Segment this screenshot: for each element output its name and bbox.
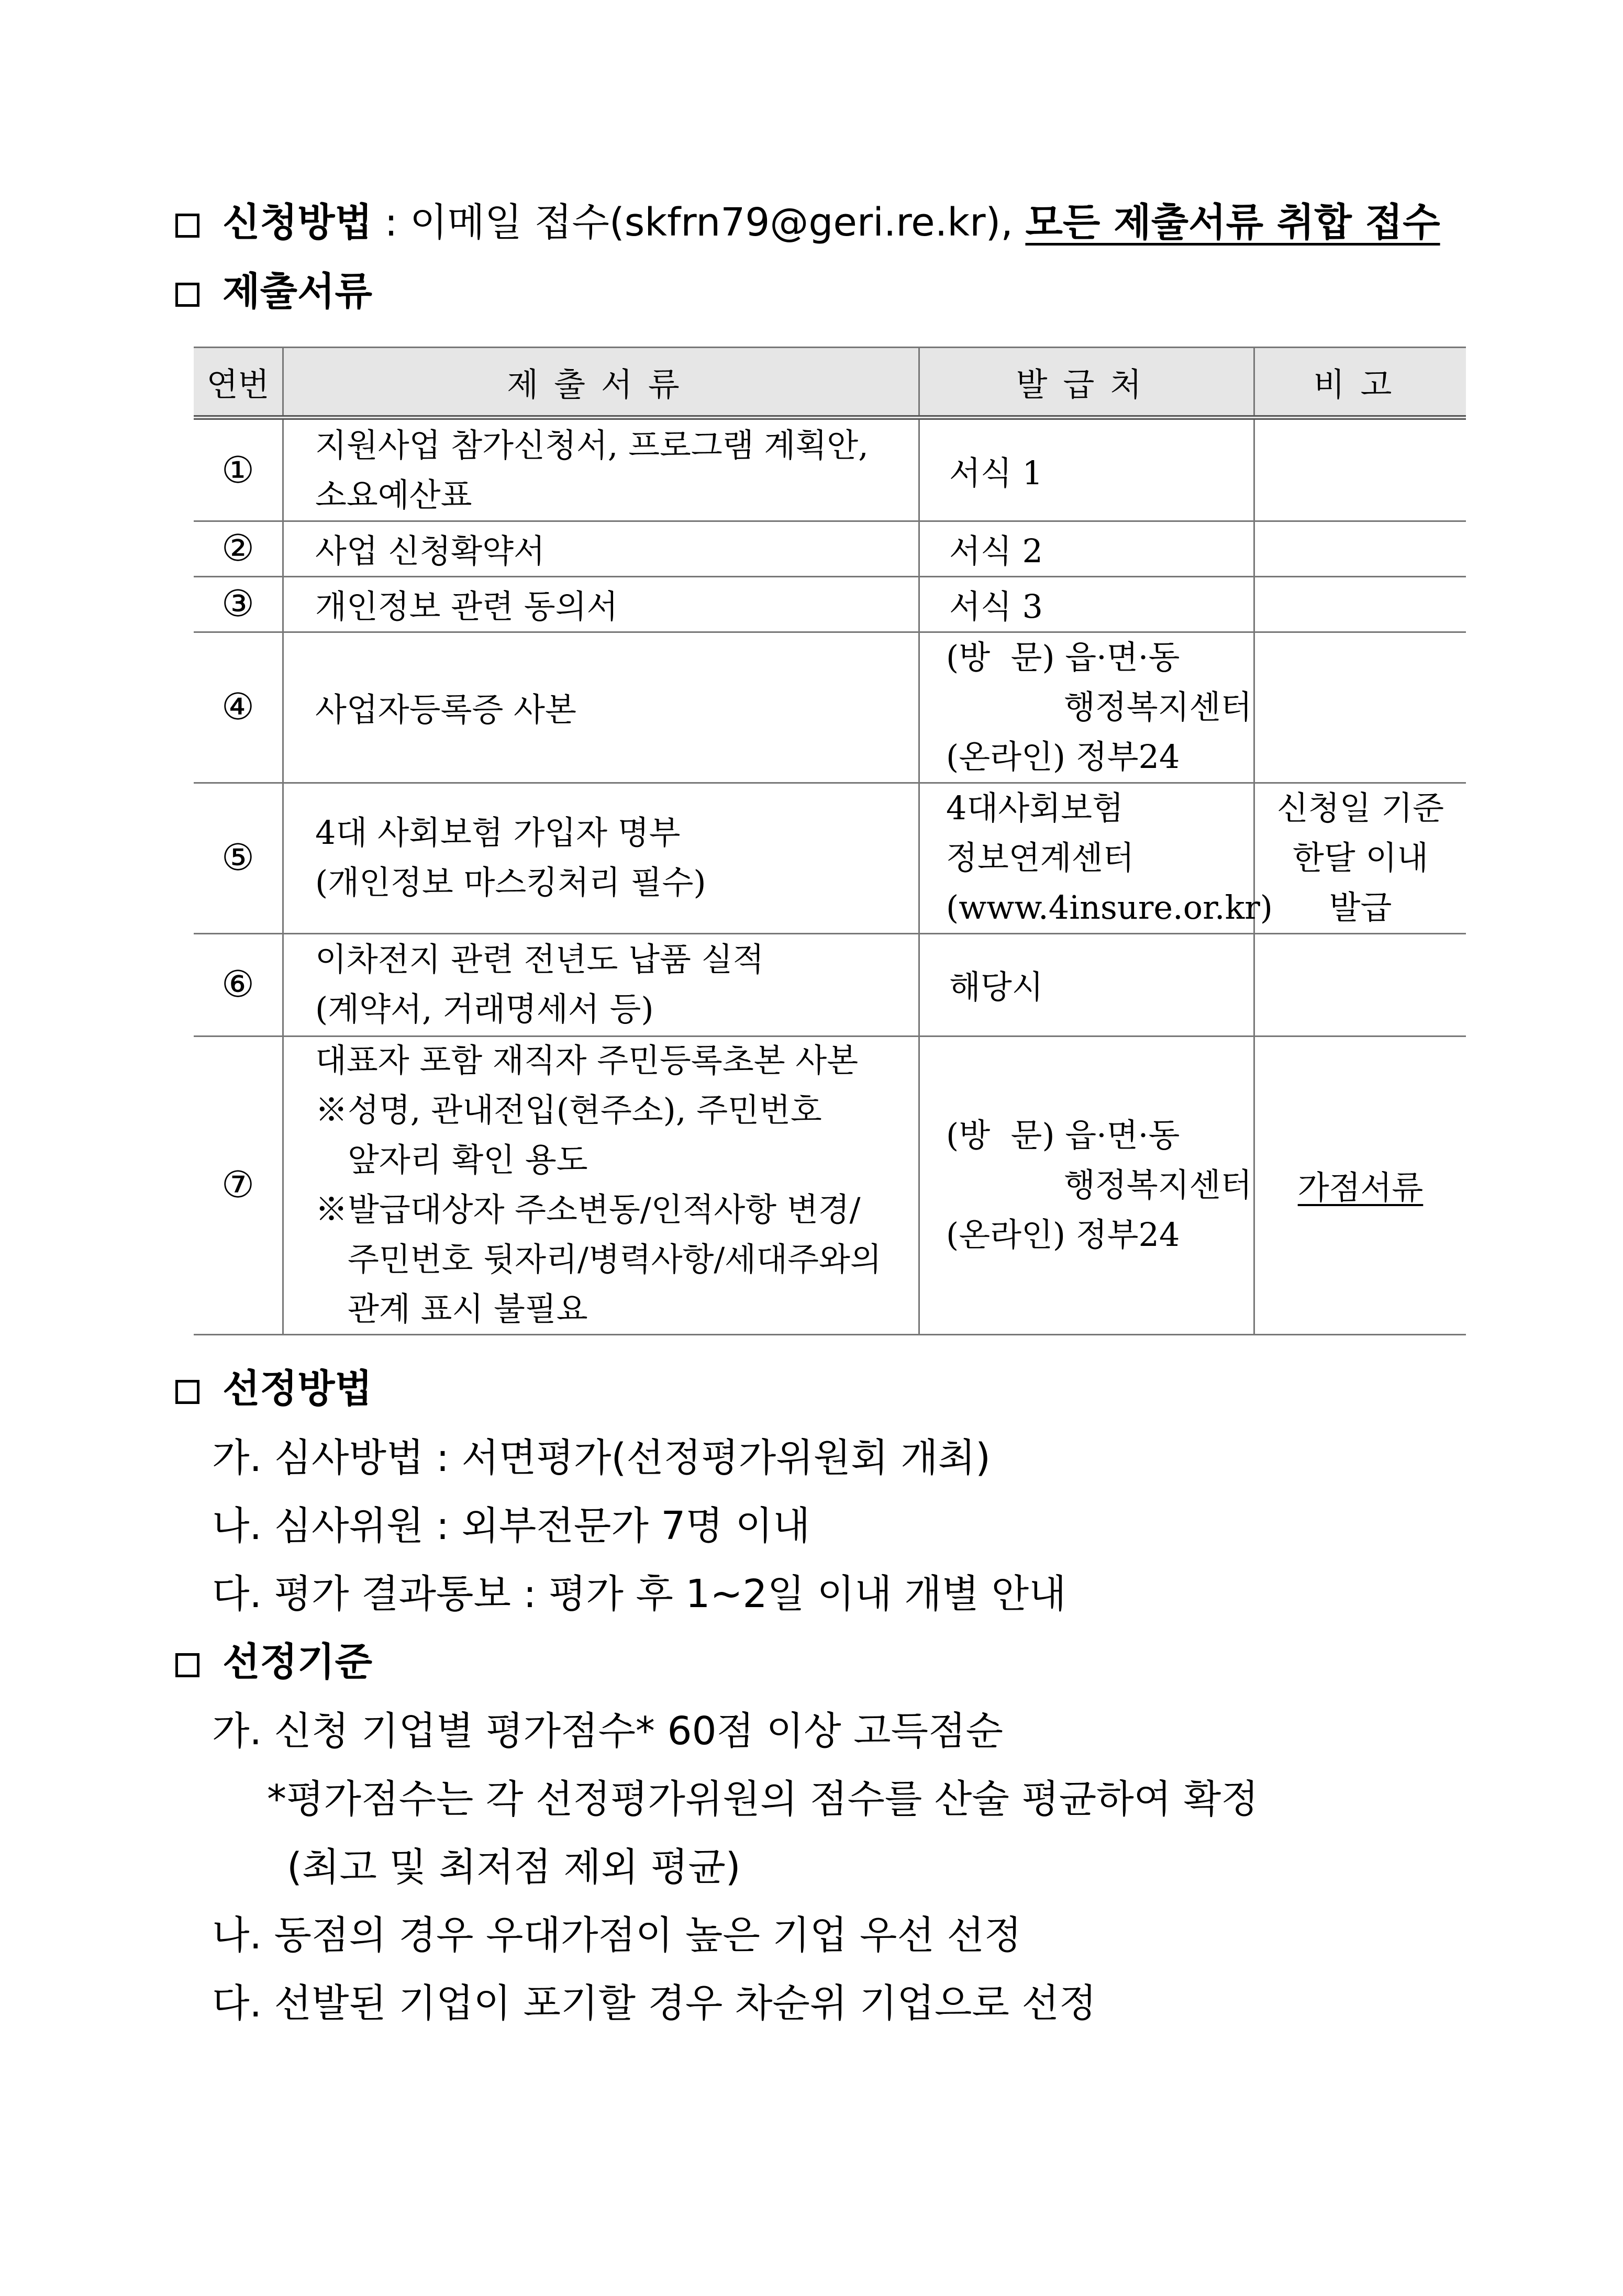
documents-heading bbox=[175, 269, 372, 314]
table-row bbox=[194, 420, 1466, 522]
row-note bbox=[1255, 1035, 1466, 1334]
doc-line: ※발급대상자 주소변동/인적사항 변경/ bbox=[315, 1190, 861, 1229]
row-document: 사업 신청확약서 bbox=[284, 520, 920, 576]
table-row bbox=[194, 520, 1466, 577]
row-number: ① bbox=[194, 420, 284, 520]
row-number: ② bbox=[194, 520, 284, 576]
separator: : bbox=[372, 200, 410, 245]
selection-criteria-heading bbox=[175, 1640, 372, 1685]
table-header-row bbox=[194, 347, 1466, 420]
issuer-line: 행정복지센터 bbox=[1064, 1165, 1252, 1204]
application-method-line bbox=[175, 200, 1440, 245]
selection-criteria-item: 가. 신청 기업별 평가점수* 60점 이상 고득점순 bbox=[212, 1709, 1004, 1754]
table-row bbox=[194, 1035, 1466, 1335]
application-emphasis: 모든 제출서류 취합 접수 bbox=[1025, 200, 1440, 245]
row-document bbox=[284, 420, 920, 520]
issuer-line: (방 문) 읍·면·동 bbox=[946, 638, 1180, 676]
issuer-line: 정보연계센터 bbox=[946, 838, 1135, 877]
row-document: 개인정보 관련 동의서 bbox=[284, 576, 920, 631]
doc-line: (계약서, 거래명세서 등) bbox=[315, 990, 654, 1028]
doc-line: 관계 표시 불필요 bbox=[348, 1290, 588, 1328]
row-issuer: 서식 2 bbox=[920, 520, 1255, 576]
row-number: ④ bbox=[194, 631, 284, 782]
row-note bbox=[1255, 782, 1466, 933]
row-number: ③ bbox=[194, 576, 284, 631]
checkbox-icon bbox=[175, 1380, 199, 1404]
section-title-application: 신청방법 bbox=[223, 200, 372, 245]
header-issuer: 발급처 bbox=[920, 348, 1255, 415]
doc-line: 소요예산표 bbox=[315, 476, 472, 514]
selection-method-item: 다. 평가 결과통보 : 평가 후 1~2일 이내 개별 안내 bbox=[212, 1571, 1066, 1617]
doc-line: 지원사업 참가신청서, 프로그램 계획안, bbox=[315, 426, 869, 464]
doc-line: (개인정보 마스킹처리 필수) bbox=[315, 863, 706, 901]
section-title-selection-criteria: 선정기준 bbox=[223, 1640, 372, 1685]
row-document bbox=[284, 1035, 920, 1334]
section-title-documents: 제출서류 bbox=[223, 269, 372, 314]
selection-criteria-note: *평가점수는 각 선정평가위원의 점수를 산술 평균하여 확정 bbox=[267, 1777, 1259, 1822]
doc-line: 주민번호 뒷자리/병력사항/세대주와의 bbox=[348, 1240, 882, 1278]
checkbox-icon bbox=[175, 1653, 199, 1677]
table-row bbox=[194, 631, 1466, 784]
row-note bbox=[1255, 420, 1466, 520]
issuer-line: 행정복지센터 bbox=[1064, 687, 1252, 726]
issuer-line: (온라인) 정부24 bbox=[946, 1215, 1180, 1254]
selection-criteria-item: 나. 동점의 경우 우대가점이 높은 기업 우선 선정 bbox=[212, 1913, 1022, 1958]
row-document bbox=[284, 933, 920, 1035]
header-no: 연번 bbox=[194, 348, 284, 415]
doc-line: ※성명, 관내전입(현주소), 주민번호 bbox=[315, 1091, 822, 1129]
issuer-line: (방 문) 읍·면·동 bbox=[946, 1116, 1180, 1154]
header-note: 비고 bbox=[1313, 365, 1408, 404]
bonus-document-note: 가점서류 bbox=[1297, 1168, 1424, 1207]
selection-method-item: 나. 심사위원 : 외부전문가 7명 이내 bbox=[212, 1503, 810, 1548]
row-issuer bbox=[920, 782, 1273, 933]
row-issuer bbox=[920, 1035, 1255, 1334]
note-line: 신청일 기준 bbox=[1276, 788, 1444, 827]
application-text: 이메일 접수(skfrn79@geri.re.kr), bbox=[409, 200, 1026, 245]
doc-line: 앞자리 확인 용도 bbox=[348, 1141, 588, 1179]
row-issuer: 해당시 bbox=[920, 933, 1255, 1035]
row-document bbox=[284, 782, 920, 933]
issuer-line: 4대사회보험 bbox=[946, 788, 1124, 827]
row-note bbox=[1255, 520, 1466, 576]
selection-method-heading bbox=[175, 1366, 372, 1411]
issuer-line: (온라인) 정부24 bbox=[946, 737, 1180, 776]
row-note bbox=[1255, 933, 1466, 1035]
row-note bbox=[1255, 631, 1466, 782]
issuer-line: (www.4insure.or.kr) bbox=[946, 888, 1273, 927]
section-title-selection-method: 선정방법 bbox=[223, 1366, 372, 1411]
doc-line: 대표자 포함 재직자 주민등록초본 사본 bbox=[315, 1041, 859, 1079]
row-number: ⑤ bbox=[194, 782, 284, 933]
header-document: 제출서류 bbox=[284, 348, 920, 415]
row-issuer bbox=[920, 631, 1255, 782]
row-document: 사업자등록증 사본 bbox=[284, 631, 920, 782]
checkbox-icon bbox=[175, 214, 199, 238]
checkbox-icon bbox=[175, 283, 199, 307]
row-issuer: 서식 3 bbox=[920, 576, 1255, 631]
selection-criteria-item: 다. 선발된 기업이 포기할 경우 차순위 기업으로 선정 bbox=[212, 1981, 1097, 2026]
table-row bbox=[194, 576, 1466, 633]
doc-line: 이차전지 관련 전년도 납품 실적 bbox=[315, 940, 764, 978]
doc-line: 4대 사회보험 가입자 명부 bbox=[315, 813, 681, 852]
row-number: ⑥ bbox=[194, 933, 284, 1035]
row-number: ⑦ bbox=[194, 1035, 284, 1334]
row-note bbox=[1255, 576, 1466, 631]
selection-criteria-note: (최고 및 최저점 제외 평균) bbox=[287, 1845, 741, 1890]
row-issuer: 서식 1 bbox=[920, 420, 1255, 520]
note-line: 발급 bbox=[1329, 888, 1392, 927]
note-line: 한달 이내 bbox=[1292, 838, 1429, 877]
table-row bbox=[194, 782, 1466, 934]
selection-method-item: 가. 심사방법 : 서면평가(선정평가위원회 개최) bbox=[212, 1435, 991, 1480]
table-row bbox=[194, 933, 1466, 1037]
